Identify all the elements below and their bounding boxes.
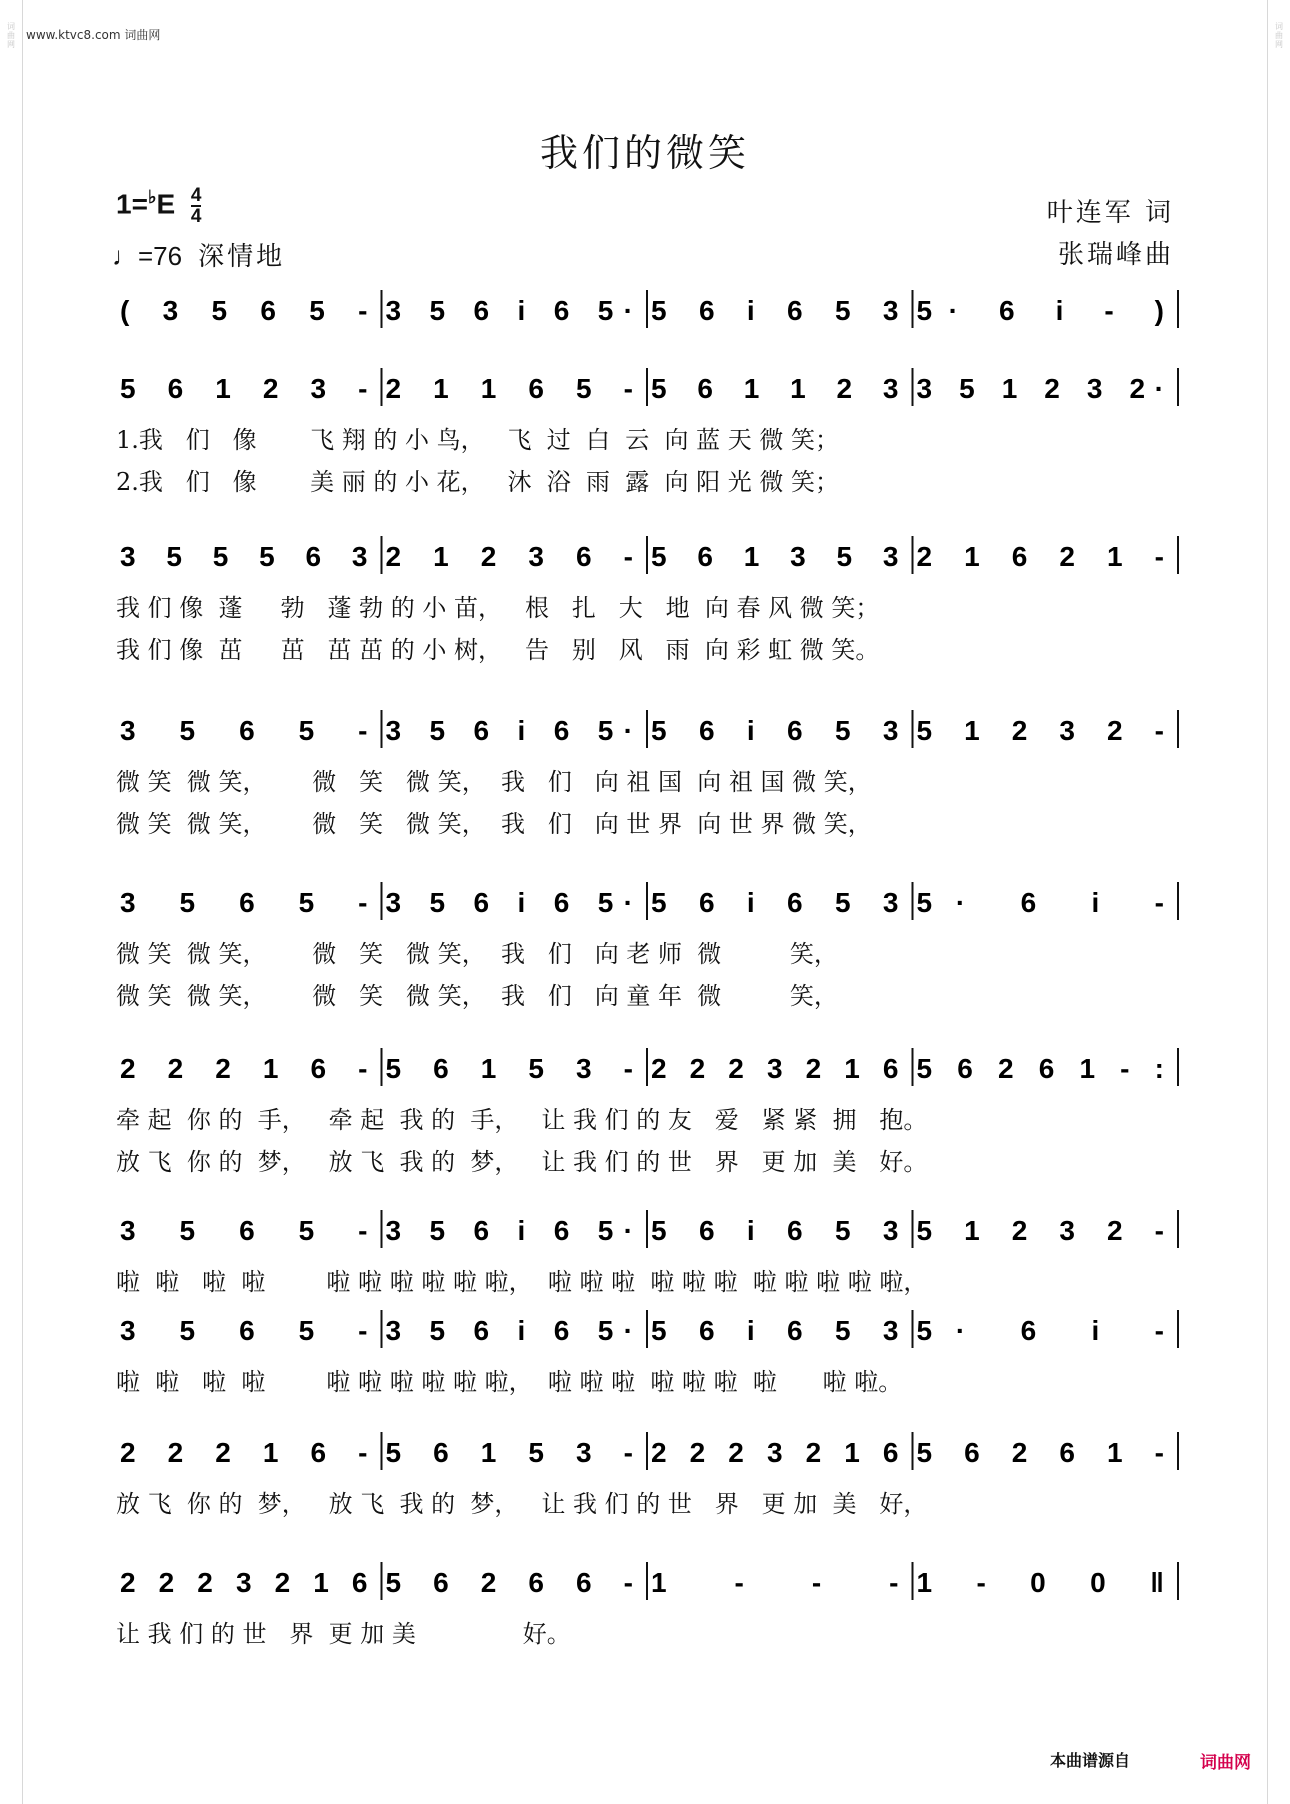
tempo-value: =76 xyxy=(138,241,183,271)
measure-notes: 1 - - - xyxy=(651,1567,899,1598)
measure-notes: 3 5 6 5 - xyxy=(120,887,368,918)
measure-notes: 3 5 6 i 6 5· xyxy=(385,295,633,326)
measure-notes: 2 1 2 3 6 - xyxy=(385,541,633,572)
key-note: E xyxy=(156,188,176,220)
quarter-note-icon: ♩ xyxy=(112,241,138,271)
measure-notes: 2 2 2 3 2 1 6 xyxy=(651,1437,899,1468)
watermark-text: 词曲网 xyxy=(7,22,15,49)
watermark-text: 词曲网 xyxy=(1275,22,1283,49)
measure-notes: 2 2 2 3 2 1 6 xyxy=(651,1053,899,1084)
composer-credit: 张瑞峰曲 xyxy=(1057,240,1174,270)
key-prefix: 1= xyxy=(116,188,148,220)
measure-notes: 2 1 1 6 5 - xyxy=(385,373,633,404)
measure-notes: 3 5 6 5 - xyxy=(120,715,368,746)
measure-notes: 5· 6 i - xyxy=(916,887,1164,918)
measure-notes: 5 6 i 6 5 3 xyxy=(651,715,899,746)
measure-notes: 5 6 2 6 6 - xyxy=(385,1567,633,1598)
footer-source: 本曲谱源自 xyxy=(1050,1751,1131,1770)
measure-notes: 5 6 1 2 3 - xyxy=(120,373,368,404)
measure-notes: 3 5 6 i 6 5· xyxy=(385,1315,633,1346)
lyric-line: 微 笑 微 笑， 微 笑 微 笑， 我 们 向 祖 国 向 祖 国 微 笑， xyxy=(116,768,872,796)
lyric-line: 1.我 们 像 飞 翔 的 小 鸟， 飞 过 白 云 向 蓝 天 微 笑； xyxy=(116,426,840,454)
song-title: 我们的微笑 xyxy=(539,131,750,175)
measure-notes: 2 2 2 3 2 1 6 xyxy=(120,1567,368,1598)
measure-notes: 5 6 i 6 5 3 xyxy=(651,295,899,326)
measure-notes: 5· 6 i - ) xyxy=(916,295,1164,326)
lyric-line: 让 我 们 的 世 界 更 加 美 好。 xyxy=(116,1620,571,1648)
expression-mark: 深情地 xyxy=(198,242,286,272)
measure-notes: 5 6 i 6 5 3 xyxy=(651,887,899,918)
measure-notes: 3 5 6 5 - xyxy=(120,1215,368,1246)
measure-notes: 5 6 2 6 1 - xyxy=(916,1437,1164,1468)
measure-notes: 3 5 6 i 6 5· xyxy=(385,887,633,918)
measure-notes: 1 - 0 0 ‖ xyxy=(916,1567,1164,1598)
measure-notes: 5 6 1 3 5 3 xyxy=(651,541,899,572)
measure-notes: 2 2 2 1 6 - xyxy=(120,1437,368,1468)
measure-notes: 5 6 i 6 5 3 xyxy=(651,1315,899,1346)
lyricist-credit: 叶连军 词 xyxy=(1046,198,1174,228)
measure-notes: 2 1 6 2 1 - xyxy=(916,541,1164,572)
lyric-line: 我 们 像 蓬 勃 蓬 勃 的 小 苗， 根 扎 大 地 向 春 风 微 笑； xyxy=(116,594,880,622)
measure-notes: 5 6 1 5 3 - xyxy=(385,1053,633,1084)
measure-notes: 3 5 1 2 3 2· xyxy=(916,373,1164,404)
flat-icon: ♭ xyxy=(147,187,157,208)
measure-notes: 2 2 2 1 6 - xyxy=(120,1053,368,1084)
measure-notes: 3 5 6 5 - xyxy=(120,1315,368,1346)
measure-notes: 3 5 6 i 6 5· xyxy=(385,1215,633,1246)
lyric-line: 微 笑 微 笑， 微 笑 微 笑， 我 们 向 童 年 微 笑， xyxy=(116,982,838,1010)
measure-notes: 3 5 6 i 6 5· xyxy=(385,715,633,746)
lyric-line: 牵 起 你 的 手， 牵 起 我 的 手， 让 我 们 的 友 爱 紧 紧 拥 抱。 xyxy=(116,1106,928,1134)
time-top: 4 xyxy=(190,185,202,206)
measure-notes: 5 6 1 5 3 - xyxy=(385,1437,633,1468)
measure-notes: 5 6 2 6 1 - : xyxy=(916,1053,1164,1084)
measure-notes: 5 6 i 6 5 3 xyxy=(651,1215,899,1246)
lyric-line: 放 飞 你 的 梦， 放 飞 我 的 梦， 让 我 们 的 世 界 更 加 美 好。 xyxy=(116,1148,928,1176)
measure-notes: 5· 6 i - xyxy=(916,1315,1164,1346)
lyric-line: 微 笑 微 笑， 微 笑 微 笑， 我 们 向 世 界 向 世 界 微 笑， xyxy=(116,810,872,838)
time-bottom: 4 xyxy=(190,206,202,227)
lyric-line: 啦 啦 啦 啦 啦 啦 啦 啦 啦 啦， 啦 啦 啦 啦 啦 啦 啦 啦 啦。 xyxy=(116,1368,903,1396)
measure-notes: 5 1 2 3 2 - xyxy=(916,715,1164,746)
site-url: www.ktvc8.com 词曲网 xyxy=(26,28,161,42)
lyric-line: 2.我 们 像 美 丽 的 小 花， 沐 浴 雨 露 向 阳 光 微 笑； xyxy=(116,468,840,496)
lyric-line: 我 们 像 茁 茁 茁 茁 的 小 树， 告 别 风 雨 向 彩 虹 微 笑。 xyxy=(116,636,880,664)
measure-notes: 5 1 2 3 2 - xyxy=(916,1215,1164,1246)
lyric-line: 放 飞 你 的 梦， 放 飞 我 的 梦， 让 我 们 的 世 界 更 加 美 好， xyxy=(116,1490,928,1518)
lyric-line: 微 笑 微 笑， 微 笑 微 笑， 我 们 向 老 师 微 笑， xyxy=(116,940,838,968)
measure-notes: 3 5 5 5 6 3 xyxy=(120,541,368,572)
footer-brand-logo: 词曲网 xyxy=(1200,1753,1251,1773)
lyric-line: 啦 啦 啦 啦 啦 啦 啦 啦 啦 啦， 啦 啦 啦 啦 啦 啦 啦 啦 啦 啦 啦， xyxy=(116,1268,928,1296)
measure-notes: ( 3 5 6 5 - xyxy=(120,295,368,326)
measure-notes: 5 6 1 1 2 3 xyxy=(651,373,899,404)
